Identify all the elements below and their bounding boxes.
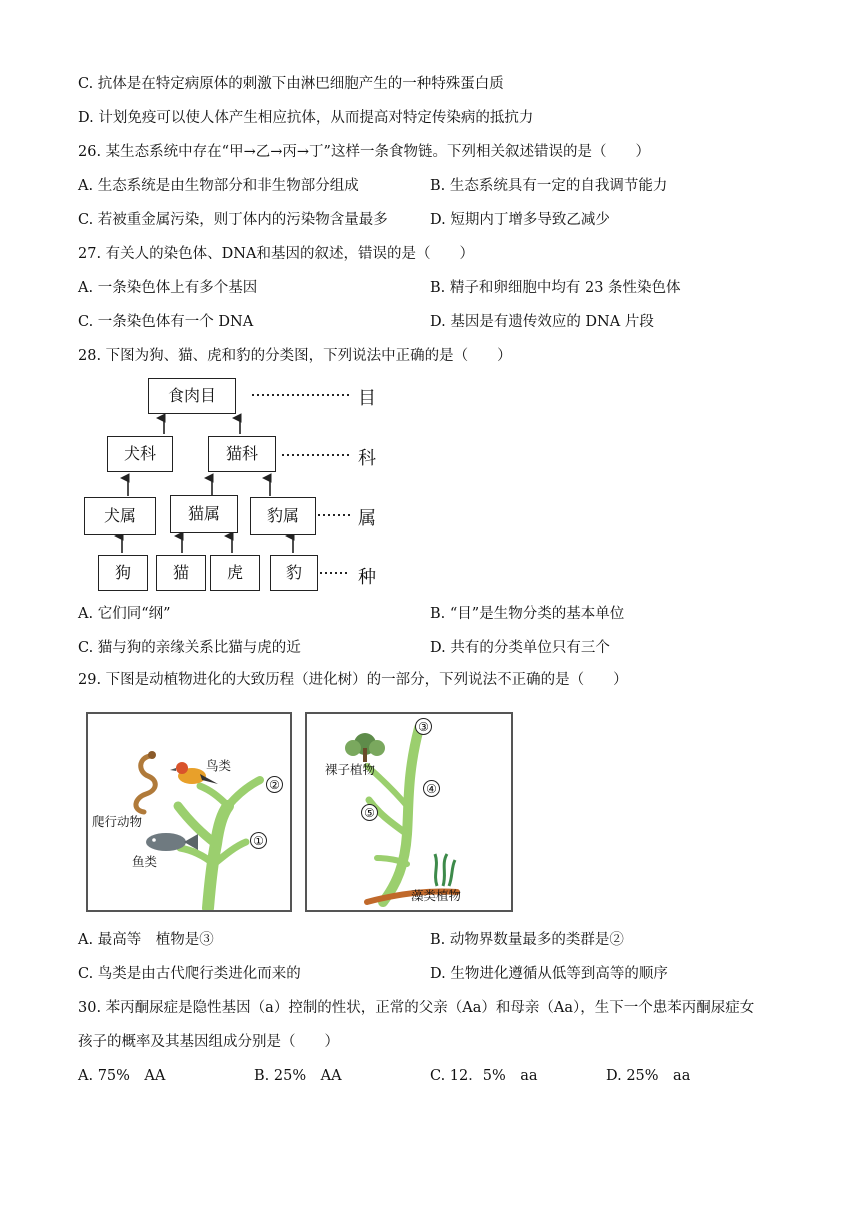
q27-option-a: A. 一条染色体上有多个基因 [78, 280, 258, 296]
rank-label-family: 科 [358, 448, 376, 469]
animal-evolution-panel [86, 712, 292, 912]
q26-option-b: B. 生态系统具有一定的自我调节能力 [430, 178, 668, 194]
q25-option-d: D. 计划免疫可以使人体产生相应抗体，从而提高对特定传染病的抵抗力 [78, 110, 534, 126]
q30-stem-line2: 孩子的概率及其基因组成分别是（ ） [78, 1034, 339, 1050]
box-species-cat: 猫 [156, 555, 206, 591]
q27-option-d: D. 基因是有遗传效应的 DNA 片段 [430, 314, 654, 330]
q28-stem: 28. 下图为狗、猫、虎和豹的分类图，下列说法中正确的是（ ） [78, 348, 512, 364]
box-species-tiger: 虎 [210, 555, 260, 591]
q28-option-a: A. 它们同“纲” [78, 606, 171, 622]
label-algae: 藻类植物 [411, 888, 462, 903]
box-species-leopard: 豹 [270, 555, 318, 591]
box-family-canidae: 犬科 [107, 436, 173, 472]
plant-evolution-panel [305, 712, 513, 912]
box-genus-felis: 猫属 [170, 495, 238, 533]
marker-2: ② [266, 776, 283, 793]
marker-1: ① [250, 832, 267, 849]
q30-option-b: B. 25% AA [254, 1068, 342, 1084]
q29-stem: 29. 下图是动植物进化的大致历程（进化树）的一部分，下列说法不正确的是（ ） [78, 672, 628, 688]
q27-option-b: B. 精子和卵细胞中均有 23 条性染色体 [430, 280, 681, 296]
label-gymnosperms: 裸子植物 [325, 762, 376, 777]
box-genus-canis: 犬属 [84, 497, 156, 535]
q29-option-c: C. 鸟类是由古代爬行类进化而来的 [78, 966, 301, 982]
label-birds: 鸟类 [206, 758, 232, 773]
label-fish: 鱼类 [132, 854, 158, 869]
q30-option-c: C. 12．5% aa [430, 1068, 538, 1084]
box-family-felidae: 猫科 [208, 436, 276, 472]
q28-option-b: B. “目”是生物分类的基本单位 [430, 606, 625, 622]
marker-3: ③ [415, 718, 432, 735]
q27-option-c: C. 一条染色体有一个 DNA [78, 314, 254, 330]
rank-label-order: 目 [358, 388, 376, 409]
q28-option-c: C. 猫与狗的亲缘关系比猫与虎的近 [78, 640, 301, 656]
q28-option-d: D. 共有的分类单位只有三个 [430, 640, 610, 656]
q30-option-d: D. 25% aa [606, 1068, 691, 1084]
q29-option-b: B. 动物界数量最多的类群是② [430, 932, 624, 948]
rank-label-genus: 属 [358, 508, 376, 529]
q30-option-a: A. 75% AA [78, 1068, 166, 1084]
box-species-dog: 狗 [98, 555, 148, 591]
q26-option-d: D. 短期内丁增多导致乙减少 [430, 212, 610, 228]
label-reptiles: 爬行动物 [92, 814, 143, 829]
box-genus-panthera: 豹属 [250, 497, 316, 535]
q29-option-d: D. 生物进化遵循从低等到高等的顺序 [430, 966, 668, 982]
q26-option-c: C. 若被重金属污染，则丁体内的污染物含量最多 [78, 212, 388, 228]
box-order-carnivora: 食肉目 [148, 378, 236, 414]
q30-stem-line1: 30. 苯丙酮尿症是隐性基因（a）控制的性状，正常的父亲（Aa）和母亲（Aa），生下一个患苯丙酮尿症女 [78, 1000, 755, 1016]
rank-label-species: 种 [358, 567, 376, 588]
plant-tree-art [307, 714, 511, 910]
q29-option-a: A. 最高等 植物是③ [78, 932, 214, 948]
q26-option-a: A. 生态系统是由生物部分和非生物部分组成 [78, 178, 359, 194]
marker-4: ④ [423, 780, 440, 797]
q25-option-c: C. 抗体是在特定病原体的刺激下由淋巴细胞产生的一种特殊蛋白质 [78, 76, 504, 92]
q26-stem: 26. 某生态系统中存在“甲→乙→丙→丁”这样一条食物链。下列相关叙述错误的是（ ） [78, 144, 650, 160]
q27-stem: 27. 有关人的染色体、DNA和基因的叙述，错误的是（ ） [78, 246, 474, 262]
marker-5: ⑤ [361, 804, 378, 821]
